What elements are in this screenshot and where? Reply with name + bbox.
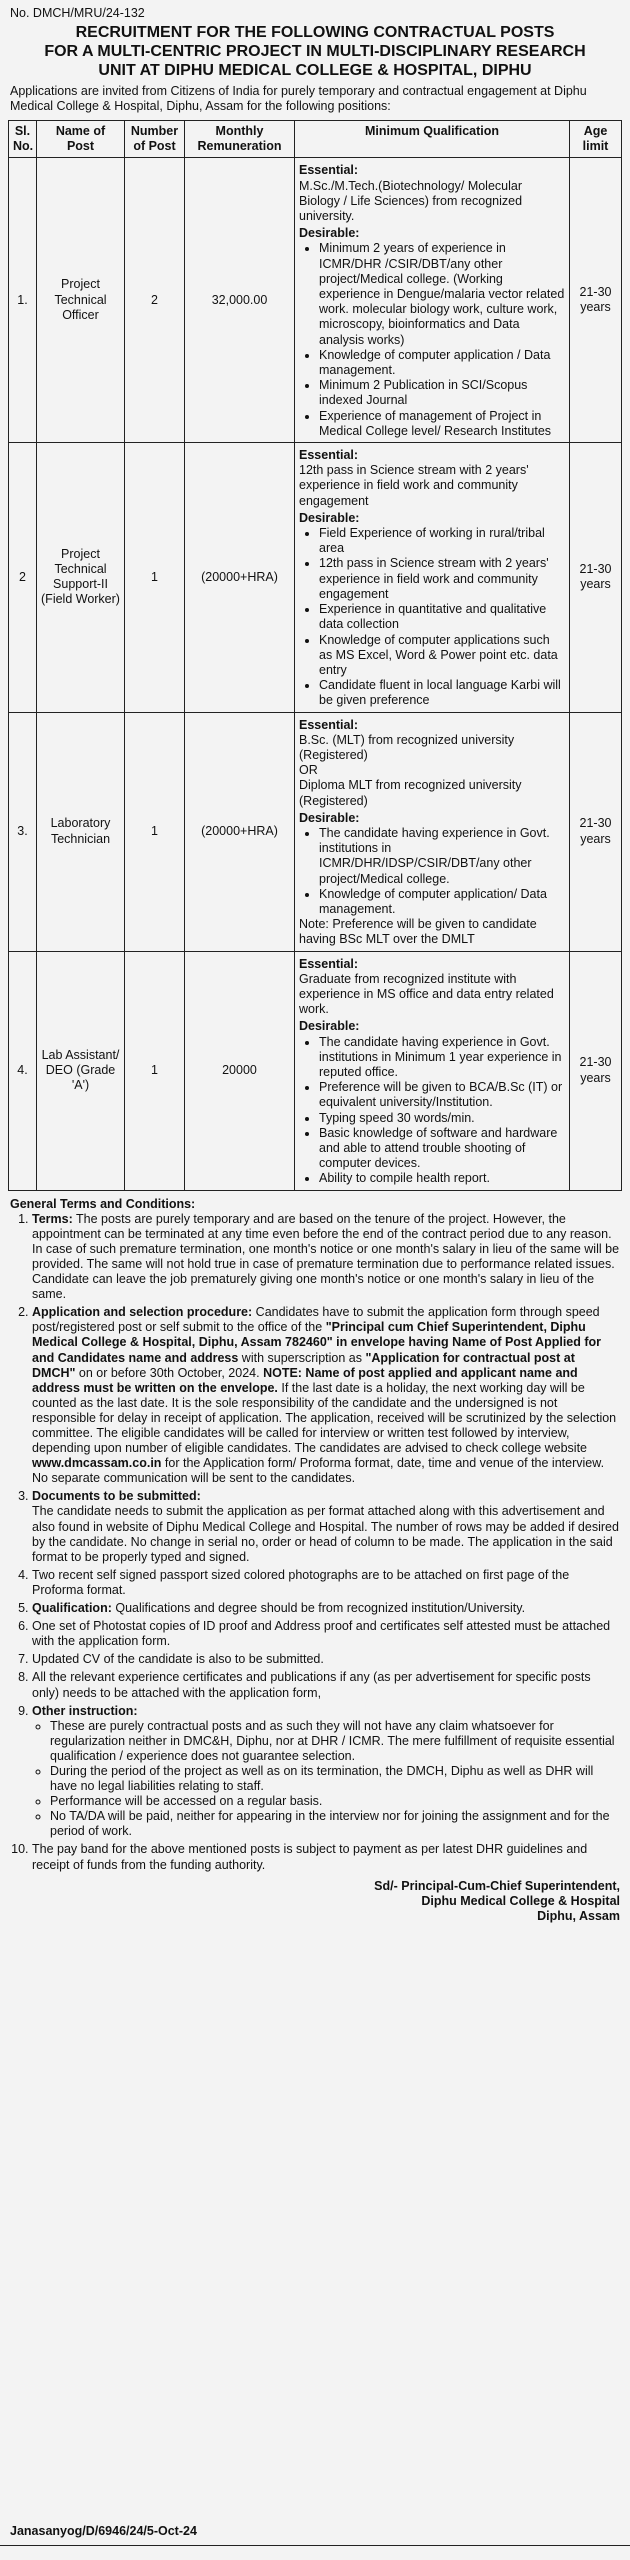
term-label: Application and selection procedure: xyxy=(32,1305,253,1320)
term-label: Other instruction: xyxy=(32,1703,138,1718)
desirable-item: • Minimum 2 Publication in SCI/Scopus indexed Journal xyxy=(319,378,565,408)
essential-label: Essential: xyxy=(299,956,359,971)
cell-post-name: Project Technical Support-II (Field Worker) xyxy=(37,443,125,712)
cell-number: 1 xyxy=(125,443,185,712)
reference-number: No. DMCH/MRU/24-132 xyxy=(10,6,145,20)
table-header-row xyxy=(9,121,622,158)
desirable-list xyxy=(299,241,565,439)
signature-block xyxy=(8,1879,622,1924)
header-remuneration: Monthly Remuneration xyxy=(185,121,295,158)
essential-label: Essential: xyxy=(299,717,359,732)
desirable-item: • Field Experience of working in rural/tribal area xyxy=(319,526,565,556)
cell-remuneration: (20000+HRA) xyxy=(185,712,295,951)
signature-line-2: Diphu Medical College & Hospital xyxy=(421,1893,620,1908)
essential-text: M.Sc./M.Tech.(Biotechnology/ Molecular Biology / Life Sciences) from recognized university. xyxy=(299,178,523,224)
essential-text: B.Sc. (MLT) from recognized university (Registered) OR Diploma MLT from recognized university (Registered) xyxy=(299,732,522,808)
term-text: The posts are purely temporary and are based on the tenure of the project. However, the appointment can be terminated at any time even before the end of the contract period due to any reason. In case of such premature termination, one month's notice or one month's salary in lieu of the same will be provided. The same will not hold true in case of premature termination due to performance related issues. Candidate can leave the job prematurely giving one month's notice or one month's salary in lieu of the same. xyxy=(32,1211,620,1302)
address-text: "Principal cum Chief Superintendent, Diphu Medical College & Hospital, Diphu, Assam 782460" in envelope having Name of Post Applied for and Candidates name and address xyxy=(32,1320,602,1365)
cell-remuneration: 20000 xyxy=(185,951,295,1190)
term-text: All the relevant experience certificates and publications if any (as per advertisement for specific posts only) needs to be attached with the application form, xyxy=(32,1670,591,1700)
cell-age-limit: 21-30 years xyxy=(570,951,622,1190)
desirable-list xyxy=(299,526,565,708)
desirable-label: Desirable: xyxy=(299,510,360,525)
term-text: Qualifications and degree should be from recognized institution/University. xyxy=(111,1601,526,1616)
terms-list xyxy=(10,1212,620,1873)
cell-remuneration: (20000+HRA) xyxy=(185,443,295,712)
cell-sl: 1. xyxy=(9,158,37,443)
desirable-item: • The candidate having experience in Govt. institutions in Minimum 1 year experience in reputed office. xyxy=(319,1035,565,1081)
bottom-divider xyxy=(0,2545,630,2546)
table-row xyxy=(9,951,622,1190)
term-text: One set of Photostat copies of ID proof and Address proof and certificates self attested must be attached with the application form. xyxy=(32,1619,611,1649)
term-4 xyxy=(32,1568,620,1598)
term-text: with superscription as xyxy=(238,1350,366,1365)
desirable-item: • Knowledge of computer application / Data management. xyxy=(319,348,565,378)
desirable-item: • Typing speed 30 words/min. xyxy=(319,1111,565,1126)
term-text: for the Application form/ Proforma format, date, time and venue of the interview. No separate communication will be sent to the candidates. xyxy=(32,1456,605,1486)
header-age: Age limit xyxy=(570,121,622,158)
term-text: If the last date is a holiday, the next working day will be counted as the last date. It is the sole responsibility of the candidate and the undersigned is not responsible for delay in receipt of application. The application, received will be scrutinized by the selection committee. The eligible candidates will be called for interview or written test followed by interview, depending upon number of eligible candidates. The candidates are advised to check college website xyxy=(32,1380,617,1456)
cell-post-name: Laboratory Technician xyxy=(37,712,125,951)
desirable-list xyxy=(299,1035,565,1187)
term-6 xyxy=(32,1619,620,1649)
desirable-label: Desirable: xyxy=(299,1019,360,1034)
desirable-item: • Minimum 2 years of experience in ICMR/DHR /CSIR/DBT/any other project/Medical college. (Working experience in Dengue/malaria vector related work. molecular biology work, culture work, microscopy, bioinformatics and Data analysis works) xyxy=(319,241,565,347)
qualification-note: Note: Preference will be given to candidate having BSc MLT over the DMLT xyxy=(299,917,537,947)
header-number: Number of Post xyxy=(125,121,185,158)
essential-label: Essential: xyxy=(299,163,359,178)
cell-remuneration: 32,000.00 xyxy=(185,158,295,443)
desirable-item: • Experience in quantitative and qualitative data collection xyxy=(319,602,565,632)
desirable-list xyxy=(299,826,565,917)
cell-post-name: Project Technical Officer xyxy=(37,158,125,443)
instruction-item: ◦ During the period of the project as well as on its termination, the DMCH, Diphu as well as DHR will have no legal liabilities relating to staff. xyxy=(50,1764,620,1794)
cell-qualification xyxy=(295,951,570,1190)
term-3 xyxy=(32,1489,620,1564)
superscription-text: "Application for contractual post at DMCH" xyxy=(32,1350,575,1380)
cell-sl: 4. xyxy=(9,951,37,1190)
desirable-item: • Preference will be given to BCA/B.Sc (IT) or equivalent university/Institution. xyxy=(319,1080,565,1110)
terms-title: General Terms and Conditions: xyxy=(10,1196,196,1211)
term-1 xyxy=(32,1212,620,1303)
cell-age-limit: 21-30 years xyxy=(570,712,622,951)
title-line-1: RECRUITMENT FOR THE FOLLOWING CONTRACTUAL POSTS xyxy=(75,24,555,41)
cell-number: 1 xyxy=(125,951,185,1190)
instruction-item: ◦ Performance will be accessed on a regular basis. xyxy=(50,1794,620,1809)
term-text: Two recent self signed passport sized colored photographs are to be attached on first page of the Proforma format. xyxy=(32,1567,570,1597)
term-9 xyxy=(32,1704,620,1840)
term-10 xyxy=(32,1842,620,1872)
instruction-item: ◦ These are purely contractual posts and as such they will not have any claim whatsoever for regularization neither in DMC&H, Diphu, nor at DHR / ICMR. The mere fulfillment of requisite essential qualification / experience does not guarantee selection. xyxy=(50,1719,620,1764)
cell-age-limit: 21-30 years xyxy=(570,158,622,443)
footer-reference: Janasanyog/D/6946/24/5-Oct-24 xyxy=(10,2524,197,2538)
other-instructions-list xyxy=(32,1719,620,1840)
intro-text: Applications are invited from Citizens of India for purely temporary and contractual engagement at Diphu Medical College & Hospital, Diphu, Assam for the following positions: xyxy=(10,84,587,113)
desirable-item: • Ability to compile health report. xyxy=(319,1171,565,1186)
desirable-item: • The candidate having experience in Govt. institutions in ICMR/DHR/IDSP/CSIR/DBT/any other project/Medical college. xyxy=(319,826,565,887)
general-terms xyxy=(8,1197,622,1873)
cell-number: 1 xyxy=(125,712,185,951)
cell-sl: 3. xyxy=(9,712,37,951)
table-row xyxy=(9,443,622,712)
cell-age-limit: 21-30 years xyxy=(570,443,622,712)
desirable-item: • Experience of management of Project in Medical College level/ Research Institutes xyxy=(319,409,565,439)
envelope-note: NOTE: Name of post applied and applicant name and address must be written on the envelope. xyxy=(32,1365,578,1395)
term-label: Documents to be submitted: xyxy=(32,1489,201,1504)
advertisement-title xyxy=(8,23,622,80)
term-8 xyxy=(32,1670,620,1700)
term-text: The candidate needs to submit the application as per format attached along with this advertisement and also found in website of Diphu Medical College and Hospital. The number of rows may be added if desired by the candidate. No change in serial no, order or head of column to be made. The application in the said format to be properly typed and signed. xyxy=(32,1504,619,1564)
term-2 xyxy=(32,1305,620,1486)
cell-qualification xyxy=(295,712,570,951)
essential-text: 12th pass in Science stream with 2 years' experience in field work and community engagement xyxy=(299,463,529,508)
desirable-item: • Knowledge of computer application/ Data management. xyxy=(319,887,565,917)
cell-number: 2 xyxy=(125,158,185,443)
term-text: Updated CV of the candidate is also to be submitted. xyxy=(32,1652,324,1667)
header-qualification: Minimum Qualification xyxy=(295,121,570,158)
essential-label: Essential: xyxy=(299,448,359,463)
term-7 xyxy=(32,1652,620,1667)
signature-line-3: Diphu, Assam xyxy=(537,1908,620,1923)
term-text: on or before 30th October, 2024. xyxy=(75,1365,264,1380)
posts-table xyxy=(8,120,622,1191)
term-label: Terms: xyxy=(32,1211,73,1226)
desirable-label: Desirable: xyxy=(299,226,360,241)
desirable-label: Desirable: xyxy=(299,810,360,825)
title-line-3: UNIT AT DIPHU MEDICAL COLLEGE & HOSPITAL, DIPHU xyxy=(98,62,532,79)
desirable-item: • Knowledge of computer applications such as MS Excel, Word & Power point etc. data entry xyxy=(319,633,565,679)
signature-line-1: Sd/- Principal-Cum-Chief Superintendent, xyxy=(374,1878,620,1893)
term-text: The pay band for the above mentioned posts is subject to payment as per latest DHR guidelines and receipt of funds from the funding authority. xyxy=(32,1842,588,1872)
header-name: Name of Post xyxy=(37,121,125,158)
title-line-2: FOR A MULTI-CENTRIC PROJECT IN MULTI-DISCIPLINARY RESEARCH xyxy=(44,43,586,60)
website-link[interactable]: www.dmcassam.co.in xyxy=(32,1456,162,1471)
cell-qualification xyxy=(295,158,570,443)
term-label: Qualification: xyxy=(32,1601,112,1616)
cell-qualification xyxy=(295,443,570,712)
table-row xyxy=(9,158,622,443)
desirable-item: • Candidate fluent in local language Karbi will be given preference xyxy=(319,678,565,708)
desirable-item: • 12th pass in Science stream with 2 years' experience in field work and community engagement xyxy=(319,556,565,602)
term-5 xyxy=(32,1601,620,1616)
cell-post-name: Lab Assistant/ DEO (Grade 'A') xyxy=(37,951,125,1190)
header-sl: Sl. No. xyxy=(9,121,37,158)
desirable-item: • Basic knowledge of software and hardware and able to attend trouble shooting of computer devices. xyxy=(319,1126,565,1172)
instruction-item: ◦ No TA/DA will be paid, neither for appearing in the interview nor for joining the assignment and for the period of work. xyxy=(50,1809,620,1839)
term-text: Candidates have to submit the application form through speed post/registered post or self submit to the office of the xyxy=(32,1305,600,1335)
essential-text: Graduate from recognized institute with experience in MS office and data entry related work. xyxy=(299,971,554,1017)
table-row xyxy=(9,712,622,951)
cell-sl: 2 xyxy=(9,443,37,712)
